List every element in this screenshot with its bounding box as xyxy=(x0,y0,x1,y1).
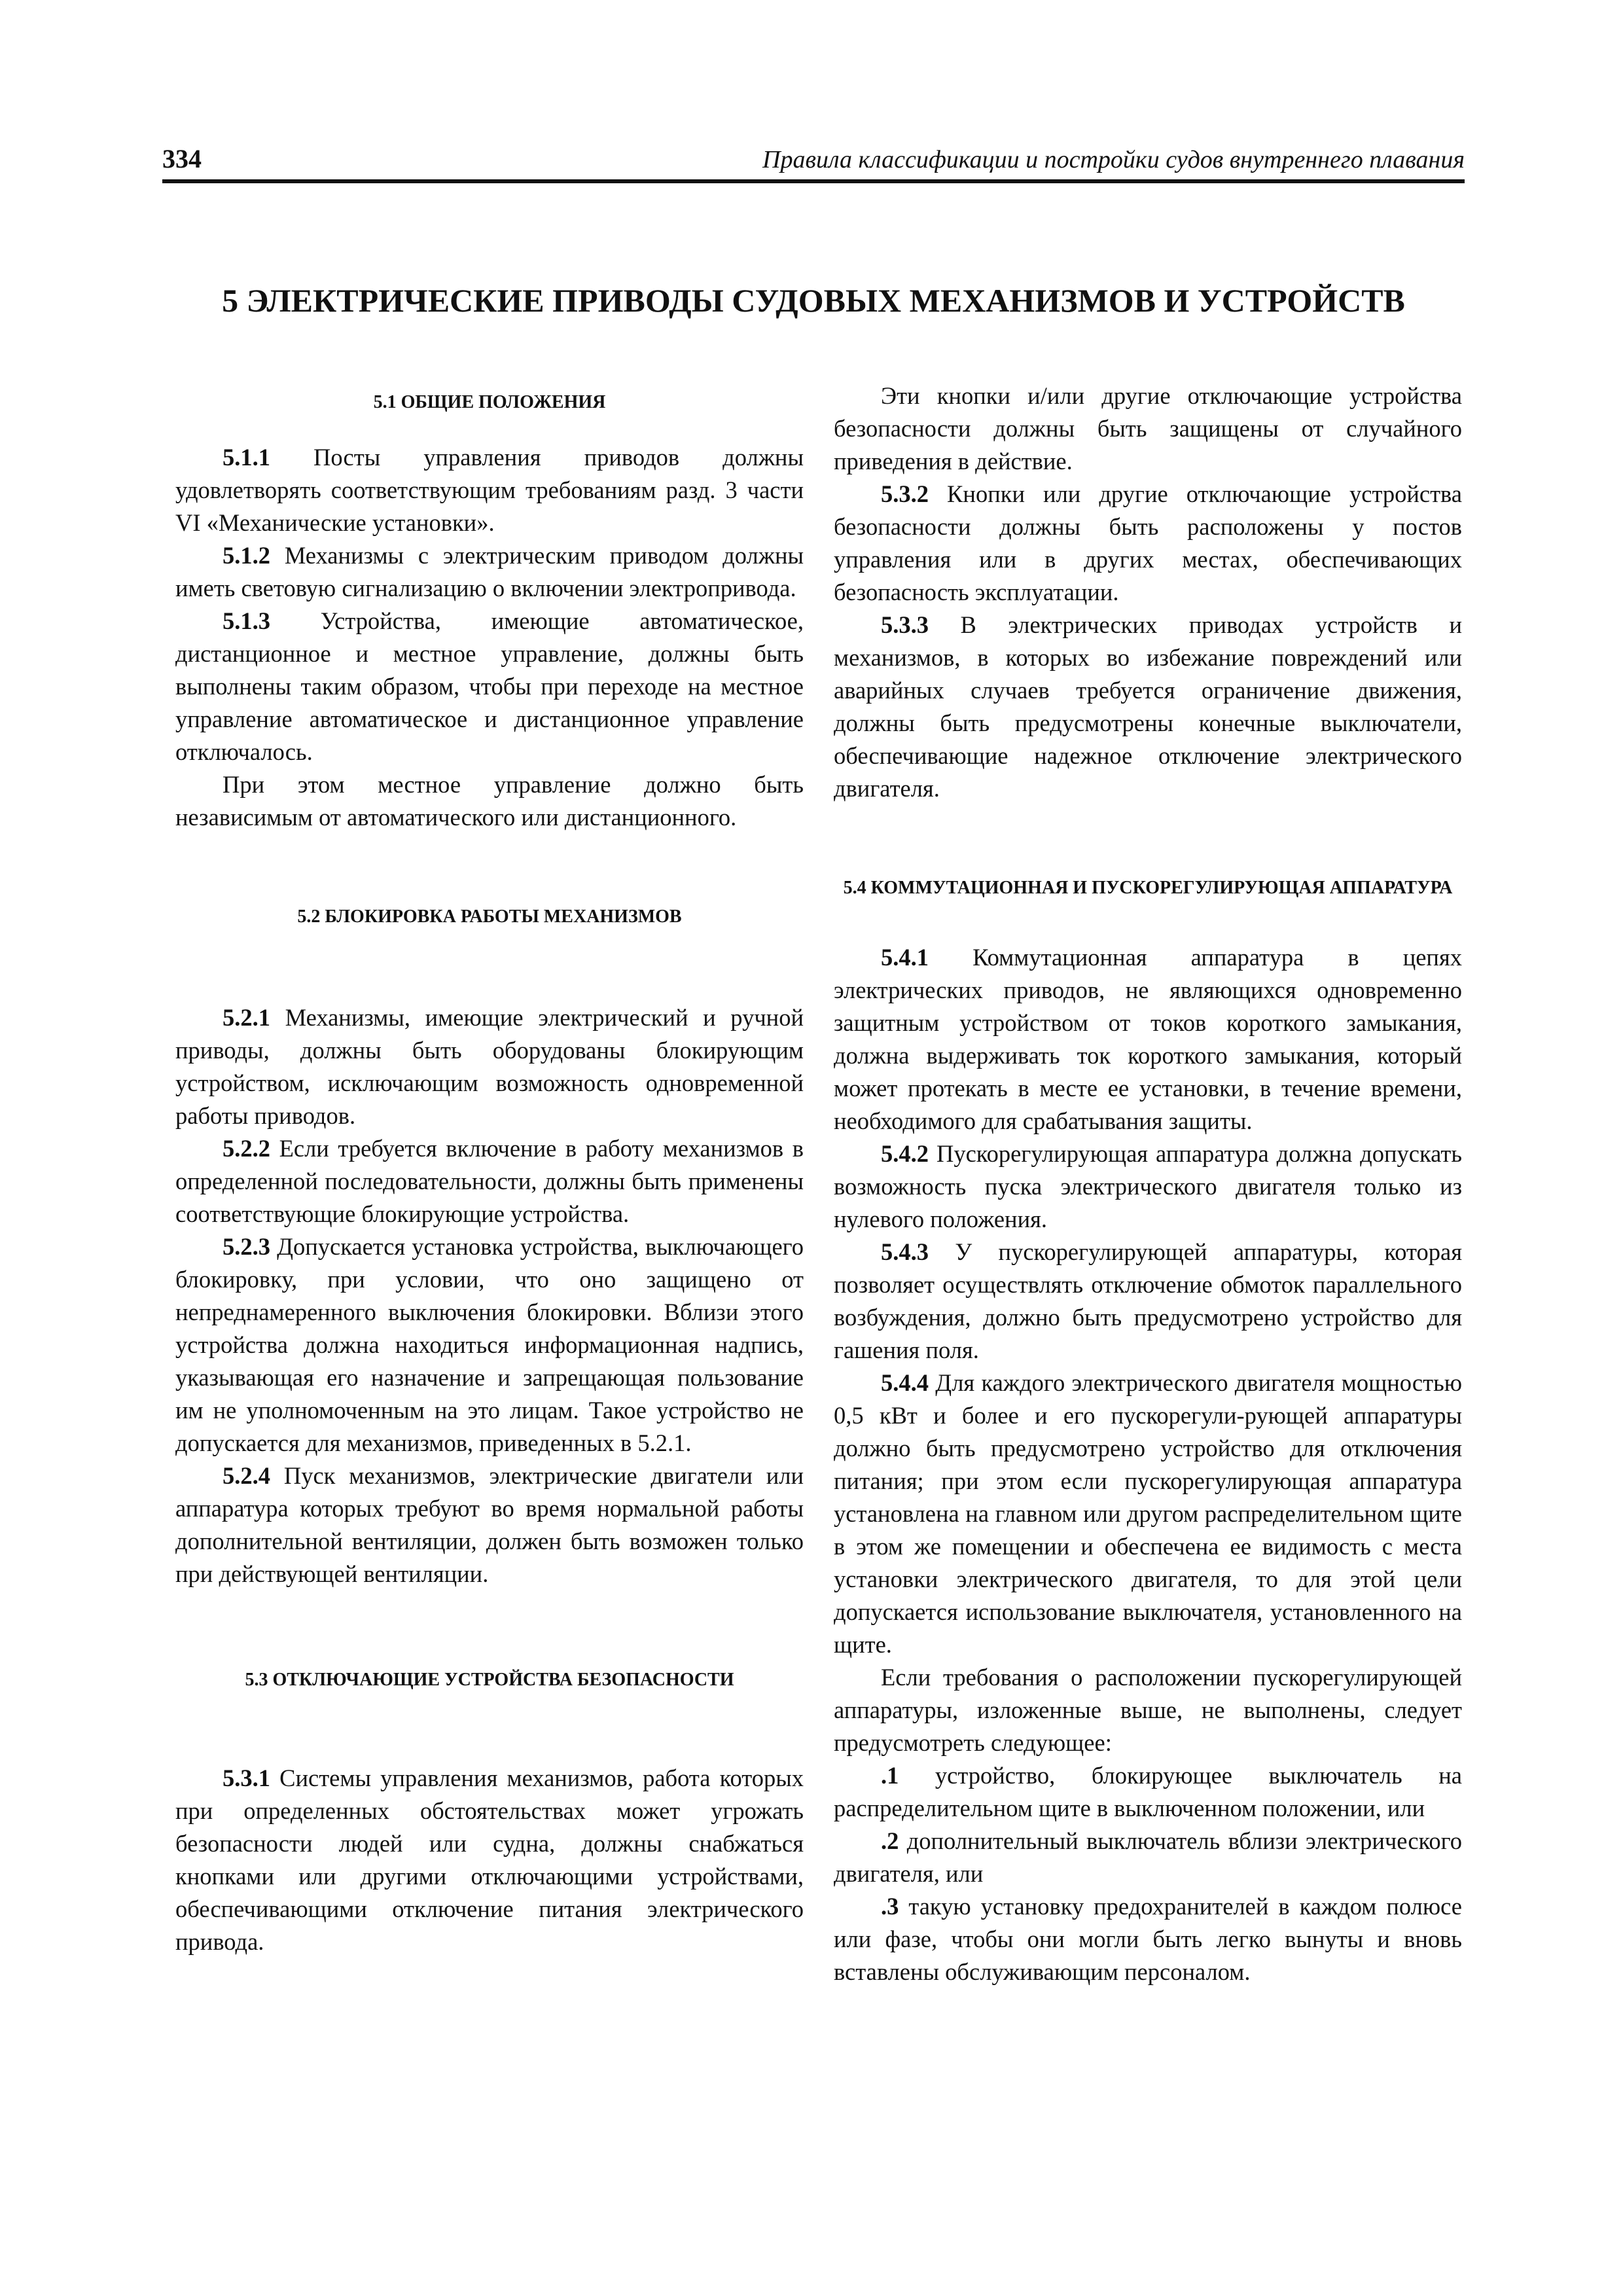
paragraph-5-2-4: 5.2.4 Пуск механизмов, электрические двигатели или аппаратура которых требуют во время нормальной работы дополнительной вентиляции, должен быть возможен только при действующей вентиляции. xyxy=(175,1462,804,1587)
paragraph-5-4-2: 5.4.2 Пускорегулирующая аппаратура должна допускать возможность пуска электрического двигателя только из нулевого положения. xyxy=(834,1140,1462,1232)
paragraph-5-3-1-cont: Эти кнопки и/или другие отключающие устройства безопасности должны быть защищены от случайного приведения в действие. xyxy=(834,382,1462,475)
chapter-title: 5 ЭЛЕКТРИЧЕСКИЕ ПРИВОДЫ СУДОВЫХ МЕХАНИЗМОВ И УСТРОЙСТВ xyxy=(222,282,1405,319)
right-column xyxy=(834,380,1462,1988)
paragraph-5-3-1: 5.3.1 Системы управления механизмов, работа которых при определенных обстоятельствах может угрожать безопасности людей или судна, должны снабжаться кнопками или другими отключающими устройствами, обеспечивающими отключение питания электрического привода. xyxy=(175,1765,804,1955)
left-column xyxy=(175,380,804,1958)
paragraph-5-4-4: 5.4.4 Для каждого электрического двигателя мощностью 0,5 кВт и более и его пускорегули-рующей аппаратуры должно быть предусмотрено устройство для отключения питания; при этом если пускорегулирующая аппаратура установлена на главном или другом распределительном щите в этом же помещении и обеспечена ее видимость с места установки электрического двигателя, то для этой цели допускается использование выключателя, установленного на щите. xyxy=(834,1369,1462,1658)
list-item: .2 дополнительный выключатель вблизи электрического двигателя, или xyxy=(834,1827,1462,1887)
paragraph-5-1-3: 5.1.3 Устройства, имеющие автоматическое, дистанционное и местное управление, должны быть выполнены таким образом, чтобы при переходе на местное управление автоматическое и дистанционное управление отключалось. xyxy=(175,607,804,765)
running-title: Правила классификации и постройки судов внутреннего плавания xyxy=(762,146,1465,173)
paragraph-5-2-1: 5.2.1 Механизмы, имеющие электрический и ручной приводы, должны быть оборудованы блокирующим устройством, исключающим возможность одновременной работы приводов. xyxy=(175,1004,804,1129)
paragraph-5-1-3-cont: При этом местное управление должно быть независимым от автоматического или дистанционного. xyxy=(175,771,804,831)
paragraph-5-1-1: 5.1.1 Посты управления приводов должны удовлетворять соответствующим требованиям разд. 3 части VI «Механические установки». xyxy=(175,444,804,536)
page-header xyxy=(162,145,1465,183)
section-heading-5-3: 5.3 ОТКЛЮЧАЮЩИЕ УСТРОЙСТВА БЕЗОПАСНОСТИ xyxy=(245,1670,734,1690)
page-number: 334 xyxy=(162,144,202,173)
paragraph-5-3-3: 5.3.3 В электрических приводах устройств и механизмов, в которых во избежание повреждений или аварийных случаев требуется ограничение движения, должны быть предусмотрены конечные выключатели, обеспечивающие надежное отключение электрического двигателя. xyxy=(834,611,1462,802)
list-item: .3 такую установку предохранителей в каждом полюсе или фазе, чтобы они могли быть легко вынуты и вновь вставлены обслуживающим персоналом. xyxy=(834,1893,1462,1985)
section-heading-5-2: 5.2 БЛОКИРОВКА РАБОТЫ МЕХАНИЗМОВ xyxy=(297,906,682,927)
section-heading-5-1: 5.1 ОБЩИЕ ПОЛОЖЕНИЯ xyxy=(373,392,606,412)
paragraph-5-4-1: 5.4.1 Коммутационная аппаратура в цепях электрических приводов, не являющихся одновременно защитным устройством от токов короткого замыкания, должна выдерживать ток короткого замыкания, который может протекать в месте ее установки, в течение времени, необходимого для срабатывания защиты. xyxy=(834,944,1462,1134)
paragraph-5-4-4-cont: Если требования о расположении пускорегулирующей аппаратуры, изложенные выше, не выполнены, следует предусмотреть следующее: xyxy=(834,1664,1462,1756)
list-item: .1 устройство, блокирующее выключатель на распределительном щите в выключенном положении, или xyxy=(834,1762,1462,1821)
paragraph-5-2-3: 5.2.3 Допускается установка устройства, выключающего блокировку, при условии, что оно защищено от непреднамеренного выключения блокировки. Вблизи этого устройства должна находиться информационная надпись, указывающая его назначение и запрещающая пользование им не уполномоченным на это лицам. Такое устройство не допускается для механизмов, приведенных в 5.2.1. xyxy=(175,1233,804,1456)
paragraph-5-1-2: 5.1.2 Механизмы с электрическим приводом должны иметь световую сигнализацию о включении электропривода. xyxy=(175,542,804,601)
paragraph-5-4-3: 5.4.3 У пускорегулирующей аппаратуры, которая позволяет осуществлять отключение обмоток параллельного возбуждения, должно быть предусмотрено устройство для гашения поля. xyxy=(834,1238,1462,1363)
paragraph-5-3-2: 5.3.2 Кнопки или другие отключающие устройства безопасности должны быть расположены у постов управления или в других местах, обеспечивающих безопасность эксплуатации. xyxy=(834,480,1462,605)
section-heading-5-4: 5.4 КОММУТАЦИОННАЯ И ПУСКОРЕГУЛИРУЮЩАЯ АППАРАТУРА xyxy=(843,878,1453,898)
paragraph-5-2-2: 5.2.2 Если требуется включение в работу механизмов в определенной последовательности, должны быть применены соответствующие блокирующие устройства. xyxy=(175,1135,804,1227)
